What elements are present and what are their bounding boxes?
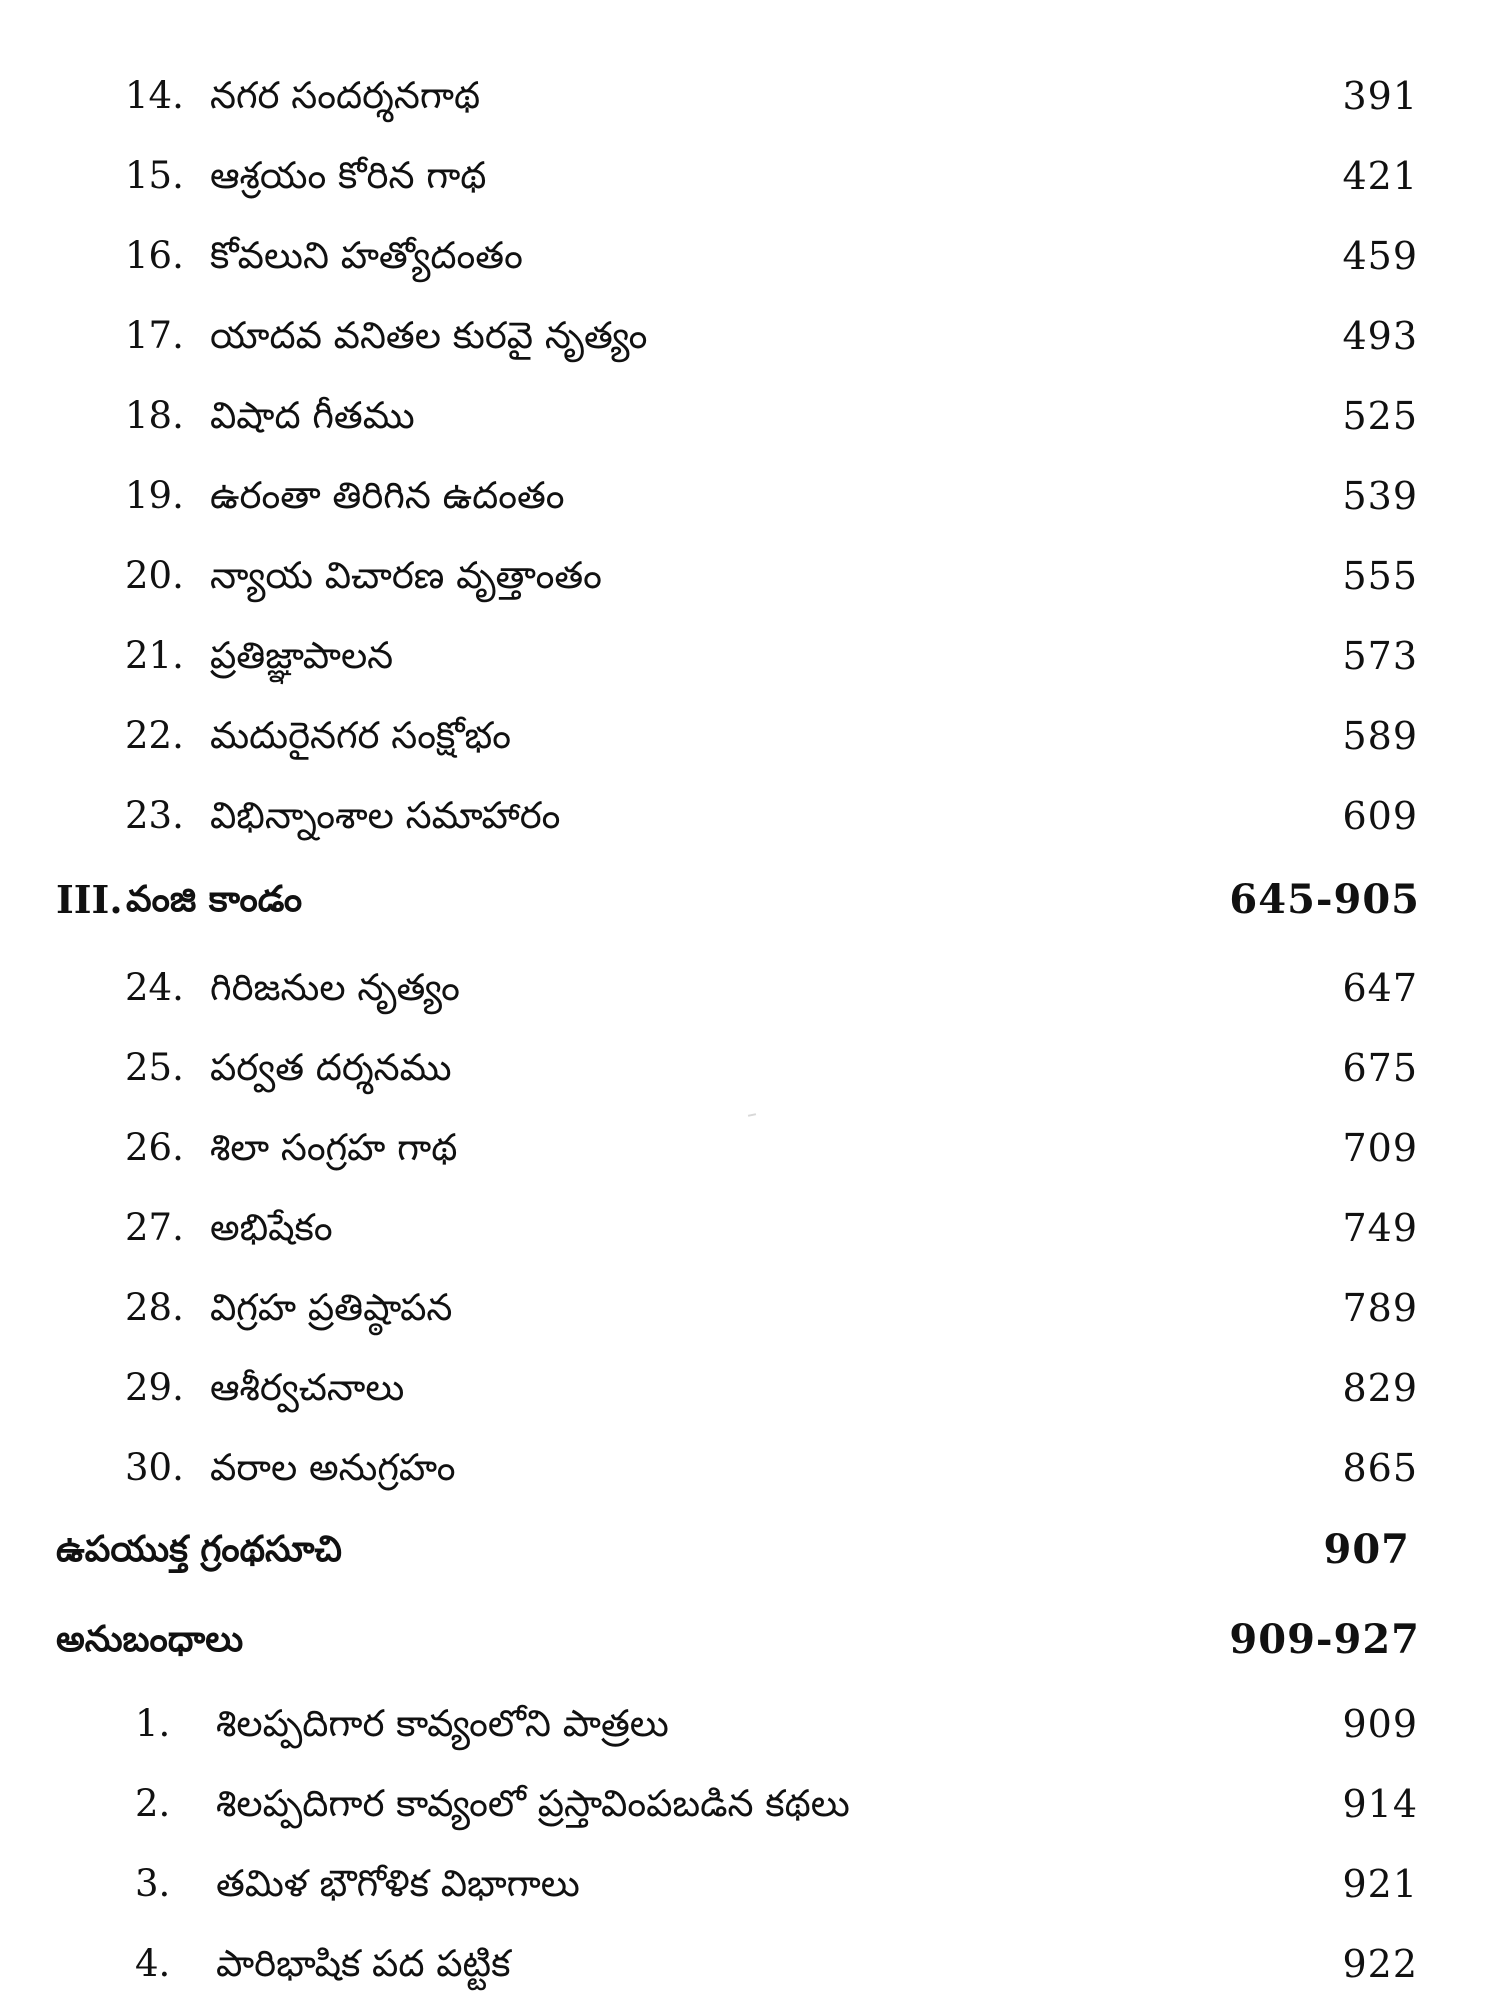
chapter-number: 17. (125, 314, 184, 357)
chapter-number: 28. (125, 1286, 184, 1329)
appendices-title: అనుబంధాలు (56, 1619, 244, 1660)
chapter-title: ప్రతిజ్ఞాపాలన (210, 634, 394, 677)
chapter-number: 21. (125, 634, 184, 677)
bibliography-page: 907 (1323, 1526, 1410, 1573)
page-number: 789 (1342, 1286, 1418, 1330)
appendix-number: 2. (135, 1782, 171, 1825)
chapter-title: ఆశ్రయం కోరిన గాథ (210, 154, 487, 197)
page-number: 647 (1342, 966, 1418, 1010)
toc-entry[interactable] (0, 386, 1500, 456)
toc-entry[interactable] (0, 626, 1500, 696)
chapter-title: ఆశీర్వచనాలు (210, 1366, 405, 1409)
appendix-title: శిలప్పదిగార కావ్యంలో ప్రస్తావింపబడిన కథలు (216, 1782, 850, 1825)
toc-entry[interactable] (0, 466, 1500, 536)
toc-entry[interactable] (0, 1438, 1500, 1508)
scan-mark (748, 1113, 756, 1117)
chapter-number: 18. (125, 394, 184, 437)
toc-entry[interactable] (0, 706, 1500, 776)
page-number: 459 (1342, 234, 1418, 278)
chapter-title: న్యాయ విచారణ వృత్తాంతం (210, 554, 602, 597)
chapter-number: 26. (125, 1126, 184, 1169)
section-page-range: 645-905 (1229, 876, 1420, 923)
page-number: 709 (1342, 1126, 1418, 1170)
chapter-title: మదురైనగర సంక్షోభం (210, 714, 512, 757)
page-number: 829 (1342, 1366, 1418, 1410)
chapter-title: గిరిజనుల నృత్యం (210, 966, 460, 1009)
chapter-number: 29. (125, 1366, 184, 1409)
page-number: 921 (1342, 1862, 1418, 1906)
toc-entry[interactable] (0, 226, 1500, 296)
chapter-number: 23. (125, 794, 184, 837)
page-number: 609 (1342, 794, 1418, 838)
page-number: 391 (1342, 74, 1418, 118)
chapter-number: 27. (125, 1206, 184, 1249)
section-number: III. (56, 877, 123, 922)
chapter-title: అభిషేకం (210, 1206, 333, 1249)
chapter-title: విభిన్నాంశాల సమాహారం (210, 794, 561, 837)
chapter-number: 25. (125, 1046, 184, 1089)
chapter-number: 19. (125, 474, 184, 517)
page-number: 914 (1342, 1782, 1418, 1826)
toc-section-heading[interactable] (0, 870, 1500, 940)
chapter-title: విషాద గీతము (210, 394, 415, 437)
page-number: 865 (1342, 1446, 1418, 1490)
chapter-number: 30. (125, 1446, 184, 1489)
toc-entry[interactable] (0, 1038, 1500, 1108)
appendix-title: తమిళ భౌగోళిక విభాగాలు (216, 1862, 580, 1905)
toc-entry[interactable] (0, 786, 1500, 856)
toc-appendix-entry[interactable] (0, 1694, 1500, 1764)
toc-entry[interactable] (0, 1198, 1500, 1268)
appendix-number: 4. (135, 1942, 171, 1985)
page-number: 493 (1342, 314, 1418, 358)
chapter-number: 15. (125, 154, 184, 197)
toc-entry[interactable] (0, 306, 1500, 376)
toc-appendix-entry[interactable] (0, 1934, 1500, 2004)
toc-bibliography[interactable] (0, 1520, 1500, 1590)
toc-appendix-entry[interactable] (0, 1854, 1500, 1924)
page-number: 675 (1342, 1046, 1418, 1090)
appendix-number: 3. (135, 1862, 171, 1905)
toc-entry[interactable] (0, 1118, 1500, 1188)
chapter-number: 16. (125, 234, 184, 277)
page-number: 421 (1342, 154, 1418, 198)
page-number: 589 (1342, 714, 1418, 758)
chapter-title: నగర సందర్శనగాథ (210, 74, 481, 117)
appendix-number: 1. (135, 1702, 171, 1745)
chapter-title: ఉరంతా తిరిగిన ఉదంతం (210, 474, 565, 517)
page-number: 555 (1342, 554, 1418, 598)
appendix-title: పారిభాషిక పద పట్టిక (216, 1942, 511, 1985)
chapter-number: 20. (125, 554, 184, 597)
page-number: 525 (1342, 394, 1418, 438)
chapter-number: 24. (125, 966, 184, 1009)
toc-entry[interactable] (0, 958, 1500, 1028)
toc-entry[interactable] (0, 546, 1500, 616)
page-number: 922 (1342, 1942, 1418, 1986)
chapter-title: పర్వత దర్శనము (210, 1046, 452, 1089)
toc-entry[interactable] (0, 66, 1500, 136)
toc-entry[interactable] (0, 1358, 1500, 1428)
appendices-page-range: 909-927 (1229, 1616, 1420, 1663)
toc-entry[interactable] (0, 146, 1500, 216)
chapter-title: శిలా సంగ్రహ గాథ (210, 1126, 458, 1169)
chapter-title: వరాల అనుగ్రహం (210, 1446, 456, 1489)
toc-entry[interactable] (0, 1278, 1500, 1348)
page-number: 749 (1342, 1206, 1418, 1250)
chapter-title: కోవలుని హత్యోదంతం (210, 234, 523, 277)
page-number: 539 (1342, 474, 1418, 518)
chapter-number: 14. (125, 74, 184, 117)
toc-appendices-heading[interactable] (0, 1610, 1500, 1680)
bibliography-title: ఉపయుక్త గ్రంథసూచి (56, 1529, 342, 1570)
chapter-title: విగ్రహ ప్రతిష్ఠాపన (210, 1286, 453, 1329)
chapter-number: 22. (125, 714, 184, 757)
chapter-title: యాదవ వనితల కురవై నృత్యం (210, 314, 648, 357)
section-title: వంజి కాండం (126, 879, 303, 920)
page-number: 573 (1342, 634, 1418, 678)
appendix-title: శిలప్పదిగార కావ్యంలోని పాత్రలు (216, 1702, 669, 1745)
toc-appendix-entry[interactable] (0, 1774, 1500, 1844)
page-number: 909 (1342, 1702, 1418, 1746)
